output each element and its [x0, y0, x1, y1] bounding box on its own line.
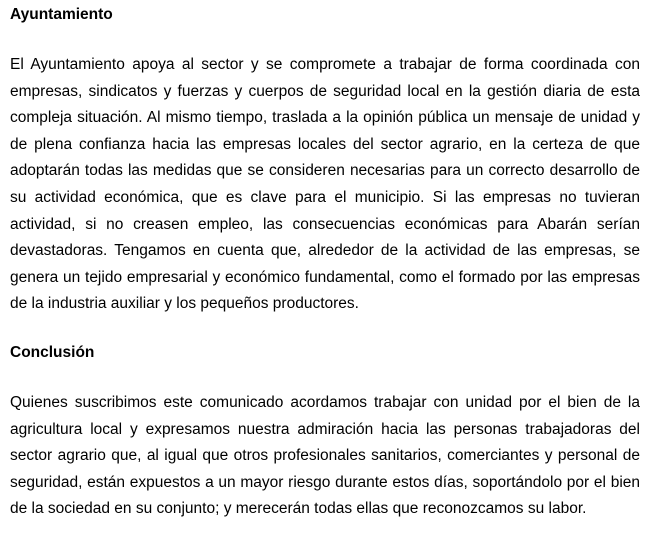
section-heading-ayuntamiento: Ayuntamiento: [10, 6, 113, 23]
section-heading-conclusion: Conclusión: [10, 343, 95, 361]
section-paragraph-conclusion: Quienes suscribimos este comunicado acordamos trabajar con unidad por el bien de la agricultura local y expresamos nuestra admiración hacia las personas trabajadoras del sector agrario que, al igual que otros profesionales sanitarios, comerciantes y personal de seguridad, están expuestos a un mayor riesgo durante estos días, soportándolo por el bien de la sociedad en su conjunto; y merecerán todas ellas que reconozcamos su labor.: [10, 393, 640, 518]
section-paragraph-ayuntamiento: El Ayuntamiento apoya al sector y se compromete a trabajar de forma coordinada con empresas, sindicatos y fuerzas y cuerpos de seguridad local en la gestión diaria de esta compleja situación. Al mismo tiempo, traslada a la opinión pública un mensaje de unidad y de plena confianza hacia las empresas locales del sector agrario, en la certeza de que adoptarán todas las medidas que se consideren necesarias para un correcto desarrollo de su actividad económica, que es clave para el municipio. Si las empresas no tuvieran actividad, si no creasen empleo, las consecuencias económicas para Abarán serían devastadoras. Tengamos en cuenta que, alrededor de la actividad de las empresas, se genera un tejido empresarial y económico fundamental, como el formado por las empresas de la industria auxiliar y los pequeños productores.: [10, 56, 640, 313]
